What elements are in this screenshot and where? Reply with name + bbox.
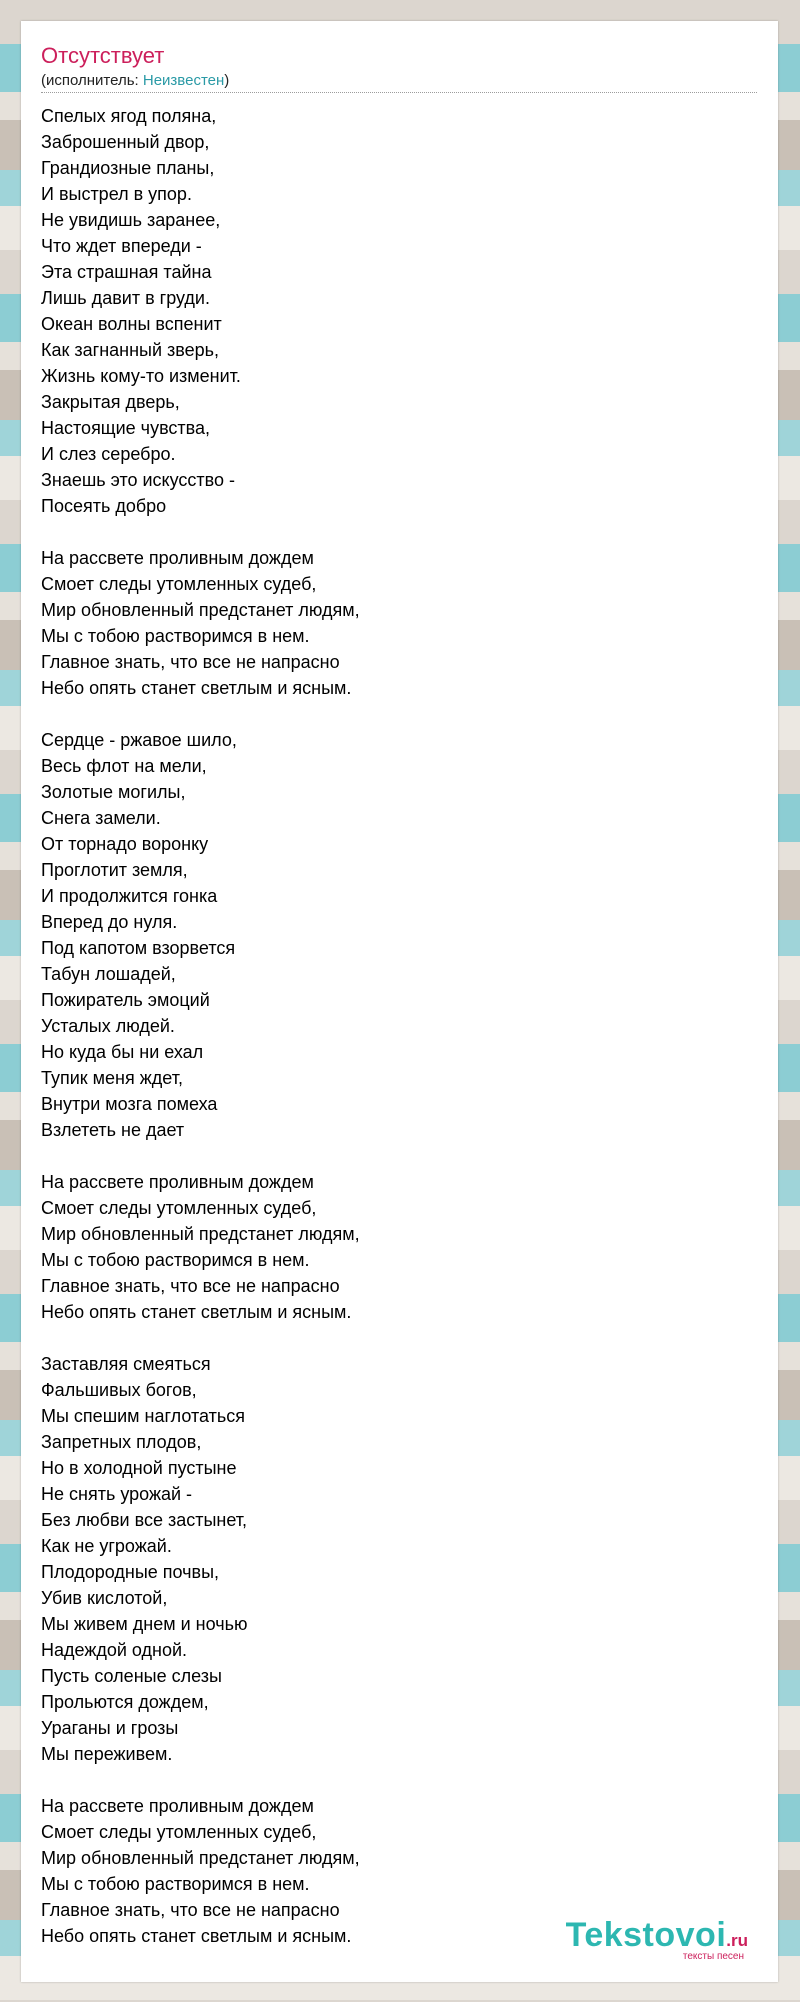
lyrics-line: На рассвете проливным дождем <box>41 1172 314 1192</box>
logo-tld: .ru <box>726 1931 748 1950</box>
artist-line <box>41 72 229 89</box>
lyrics-body <box>41 103 360 1975</box>
lyrics-line: Не снять урожай - <box>41 1484 193 1504</box>
lyrics-line: Усталых людей. <box>41 1016 175 1036</box>
lyrics-line: Мы переживем. <box>41 1744 173 1764</box>
lyrics-line: Внутри мозга помеха <box>41 1094 218 1114</box>
lyrics-line: Запретных плодов, <box>41 1432 202 1452</box>
lyrics-line: Небо опять станет светлым и ясным. <box>41 1926 352 1946</box>
logo-tagline: тексты песен <box>682 1951 744 1962</box>
lyrics-line: Знаешь это искусство - <box>41 470 236 490</box>
lyrics-line: Прольются дождем, <box>41 1692 209 1712</box>
lyrics-line: Ураганы и грозы <box>41 1718 179 1738</box>
lyrics-stanza <box>41 727 360 1143</box>
lyrics-line: Под капотом взорвется <box>41 938 236 958</box>
lyrics-line: На рассвете проливным дождем <box>41 548 314 568</box>
lyrics-stanza <box>41 1169 360 1325</box>
lyrics-line: От торнадо воронку <box>41 834 209 854</box>
lyrics-line: Мы с тобою растворимся в нем. <box>41 1250 310 1270</box>
divider <box>41 92 757 93</box>
lyrics-line: Как загнанный зверь, <box>41 340 220 360</box>
artist-suffix: ) <box>224 72 230 89</box>
logo-name: Tekstovoi <box>565 1916 727 1954</box>
lyrics-line: Главное знать, что все не напрасно <box>41 1276 340 1296</box>
lyrics-line: Что ждет впереди - <box>41 236 202 256</box>
lyrics-line: Мы с тобою растворимся в нем. <box>41 1874 310 1894</box>
lyrics-line: Пожиратель эмоций <box>41 990 210 1010</box>
lyrics-line: Не увидишь заранее, <box>41 210 221 230</box>
lyrics-line: Тупик меня ждет, <box>41 1068 183 1088</box>
lyrics-line: Взлететь не дает <box>41 1120 185 1140</box>
lyrics-line: Пусть соленые слезы <box>41 1666 222 1686</box>
lyrics-line: Убив кислотой, <box>41 1588 168 1608</box>
lyrics-card <box>21 21 778 1982</box>
site-logo[interactable] <box>566 1916 748 1962</box>
lyrics-line: Но куда бы ни ехал <box>41 1042 204 1062</box>
lyrics-line: Золотые могилы, <box>41 782 186 802</box>
lyrics-line: Посеять добро <box>41 496 167 516</box>
lyrics-line: Смоет следы утомленных судеб, <box>41 1198 317 1218</box>
lyrics-line: Вперед до нуля. <box>41 912 178 932</box>
lyrics-line: Снега замели. <box>41 808 161 828</box>
lyrics-line: Эта страшная тайна <box>41 262 212 282</box>
lyrics-line: Без любви все застынет, <box>41 1510 248 1530</box>
lyrics-line: Плодородные почвы, <box>41 1562 220 1582</box>
lyrics-line: И продолжится гонка <box>41 886 218 906</box>
lyrics-line: Грандиозные планы, <box>41 158 215 178</box>
lyrics-line: Смоет следы утомленных судеб, <box>41 574 317 594</box>
lyrics-line: Мир обновленный предстанет людям, <box>41 600 360 620</box>
lyrics-line: Надеждой одной. <box>41 1640 188 1660</box>
lyrics-line: Мир обновленный предстанет людям, <box>41 1848 360 1868</box>
lyrics-line: Табун лошадей, <box>41 964 176 984</box>
lyrics-line: Заброшенный двор, <box>41 132 210 152</box>
lyrics-line: Смоет следы утомленных судеб, <box>41 1822 317 1842</box>
lyrics-line: Как не угрожай. <box>41 1536 172 1556</box>
lyrics-line: Сердце - ржавое шило, <box>41 730 237 750</box>
song-title: Отсутствует <box>41 43 165 68</box>
lyrics-stanza <box>41 1793 360 1949</box>
lyrics-line: Заставляя смеяться <box>41 1354 211 1374</box>
lyrics-line: Лишь давит в груди. <box>41 288 210 308</box>
lyrics-line: Жизнь кому-то изменит. <box>41 366 241 386</box>
lyrics-line: И выстрел в упор. <box>41 184 192 204</box>
lyrics-line: Спелых ягод поляна, <box>41 106 217 126</box>
lyrics-stanza <box>41 545 360 701</box>
lyrics-stanza <box>41 1351 360 1767</box>
lyrics-line: На рассвете проливным дождем <box>41 1796 314 1816</box>
lyrics-line: Но в холодной пустыне <box>41 1458 237 1478</box>
lyrics-line: И слез серебро. <box>41 444 176 464</box>
lyrics-line: Небо опять станет светлым и ясным. <box>41 678 352 698</box>
lyrics-stanza <box>41 103 360 519</box>
lyrics-line: Закрытая дверь, <box>41 392 180 412</box>
lyrics-line: Настоящие чувства, <box>41 418 211 438</box>
lyrics-line: Главное знать, что все не напрасно <box>41 1900 340 1920</box>
lyrics-line: Фальшивых богов, <box>41 1380 197 1400</box>
lyrics-line: Мы живем днем и ночью <box>41 1614 248 1634</box>
artist-link[interactable]: Неизвестен <box>142 72 225 89</box>
lyrics-line: Небо опять станет светлым и ясным. <box>41 1302 352 1322</box>
lyrics-line: Главное знать, что все не напрасно <box>41 652 340 672</box>
artist-prefix: (исполнитель: <box>41 72 143 89</box>
lyrics-line: Мир обновленный предстанет людям, <box>41 1224 360 1244</box>
lyrics-line: Проглотит земля, <box>41 860 188 880</box>
lyrics-line: Весь флот на мели, <box>41 756 207 776</box>
lyrics-line: Океан волны вспенит <box>41 314 222 334</box>
lyrics-line: Мы спешим наглотаться <box>41 1406 246 1426</box>
lyrics-line: Мы с тобою растворимся в нем. <box>41 626 310 646</box>
